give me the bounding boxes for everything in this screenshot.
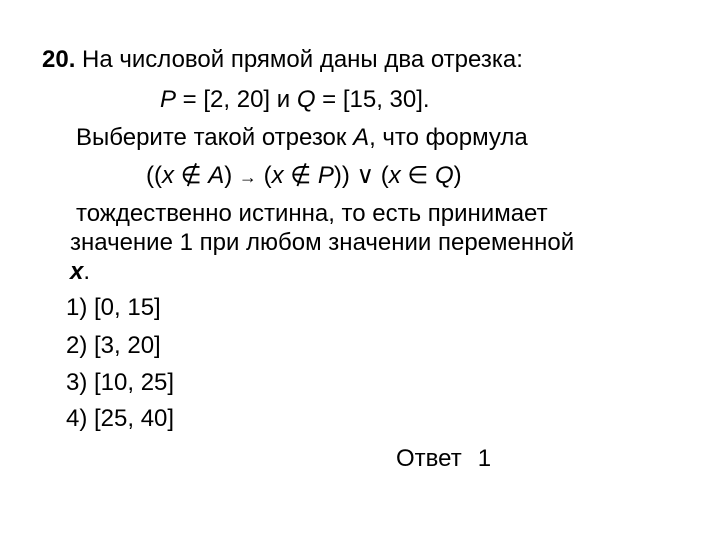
segment-q-value: = [15, 30]. <box>315 86 430 113</box>
formula-notin2: ∉ <box>283 162 318 189</box>
identically-true-line <box>76 200 548 228</box>
option-label: 1) [0, 15] <box>66 294 161 321</box>
formula-p: P <box>317 162 334 189</box>
segment-p-value: = [2, 20] и <box>176 86 297 113</box>
segment-q-name: Q <box>296 86 316 113</box>
variable-x-line <box>70 258 90 286</box>
formula-open: (( <box>146 162 162 189</box>
problem-statement-line-1 <box>42 46 523 74</box>
formula-open2: ( <box>256 162 272 189</box>
formula-in3: ∈ <box>400 162 435 189</box>
implies-arrow-icon: → <box>238 167 257 187</box>
option-label: 2) [3, 20] <box>66 332 161 359</box>
formula-notin1: ∉ <box>173 162 209 189</box>
formula-line <box>146 162 462 191</box>
option-1 <box>66 294 161 322</box>
formula-close-p: )) ∨ ( <box>333 162 389 189</box>
answer-value: 1 <box>477 445 492 472</box>
value-line <box>70 229 574 257</box>
option-label: 3) [10, 25] <box>66 369 175 396</box>
variable-x-dot: . <box>83 258 91 285</box>
answer-line <box>396 445 491 473</box>
choose-var-a: A <box>353 124 370 151</box>
problem-intro: На числовой прямой даны два отрезка: <box>75 46 523 73</box>
formula-a: A <box>208 162 225 189</box>
formula-x3: x <box>388 162 401 189</box>
choose-text-after: , что формула <box>369 124 528 151</box>
answer-label: Ответ <box>396 445 462 472</box>
identically-true-text: тождественно истинна, то есть принимает <box>76 200 548 227</box>
option-2 <box>66 332 161 360</box>
value-text: значение 1 при любом значении переменной <box>70 229 575 256</box>
option-label: 4) [25, 40] <box>66 405 175 432</box>
problem-number: 20. <box>42 46 76 73</box>
formula-x2: x <box>271 162 284 189</box>
choose-line <box>76 124 528 152</box>
option-3 <box>66 369 174 397</box>
formula-q: Q <box>435 162 454 189</box>
formula-close-a: ) <box>224 162 239 189</box>
option-4 <box>66 405 174 433</box>
segment-p-name: P <box>160 86 177 113</box>
choose-text-before: Выберите такой отрезок <box>76 124 354 151</box>
formula-close-q: ) <box>453 162 462 189</box>
segments-line <box>160 86 430 114</box>
formula-x1: x <box>161 162 174 189</box>
variable-x: x <box>70 258 84 285</box>
